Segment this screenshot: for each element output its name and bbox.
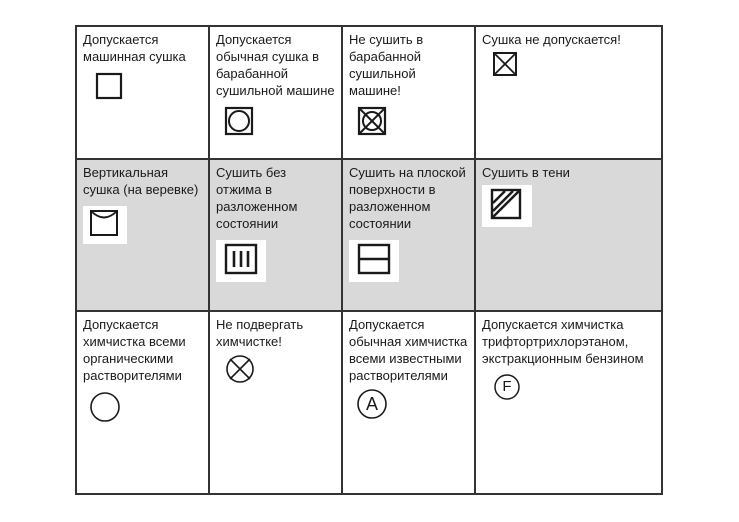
table-row: [76, 311, 662, 494]
symbol-description: Допускается обычная сушка в барабанной сушильной машине: [216, 32, 335, 98]
symbol-description: Допускается машинная сушка: [83, 32, 186, 64]
cell-no-tumble-dry: [342, 26, 475, 159]
cell-no-dry-clean: [209, 311, 342, 494]
symbol-description: Сушить без отжима в разложенном состоянии: [216, 165, 298, 231]
cell-no-drying: [475, 26, 662, 159]
table-row: [76, 26, 662, 159]
dry-clean-a-icon: [355, 388, 389, 420]
no-dry-clean-icon: [222, 352, 262, 386]
line-dry-icon: [85, 208, 125, 238]
cell-dry-in-shade: [475, 159, 662, 311]
cell-tumble-dry-normal: [209, 26, 342, 159]
no-drying-icon: [490, 50, 530, 80]
cell-drip-dry: [209, 159, 342, 311]
symbol-description: Сушка не допускается!: [482, 32, 621, 47]
table-row: [76, 159, 662, 311]
dry-flat-symbol: [349, 240, 399, 282]
cell-dry-clean: [76, 311, 209, 494]
symbol-description: Допускается химчистка трифтортрихлорэтаном, экстракционным бензином: [482, 317, 644, 366]
tumble-dry-normal-icon: [220, 105, 260, 137]
dry-in-shade-symbol: [482, 185, 532, 227]
symbol-description: Допускается обычная химчистка всеми известными растворителями: [349, 317, 468, 383]
laundry-care-symbols-table: [75, 25, 663, 495]
no-tumble-dry-icon: [353, 105, 393, 137]
dry-clean-letter: A: [365, 394, 378, 414]
dry-in-shade-icon: [484, 187, 530, 221]
symbol-description: Допускается химчистка всеми органическими растворителями: [83, 317, 186, 383]
dry-clean-icon: [87, 390, 127, 424]
symbol-description: Вертикальная сушка (на веревке): [83, 165, 199, 197]
dry-flat-icon: [351, 242, 397, 276]
cell-line-dry: [76, 159, 209, 311]
drip-dry-symbol: [216, 240, 266, 282]
symbol-description: Не сушить в барабанной сушильной машине!: [349, 32, 424, 98]
drip-dry-icon: [218, 242, 264, 276]
dry-clean-f-icon: [492, 373, 522, 401]
symbol-description: Сушить в тени: [482, 165, 570, 180]
line-dry-symbol: [83, 206, 127, 244]
cell-dry-clean-a: [342, 311, 475, 494]
cell-dry-clean-f: [475, 311, 662, 494]
symbol-description: Сушить на плоской поверхности в разложенном состоянии: [349, 165, 466, 231]
tumble-dry-allowed-icon: [93, 71, 133, 101]
symbol-description: Не подвергать химчистке!: [216, 317, 304, 349]
cell-dry-flat: [342, 159, 475, 311]
cell-tumble-dry-allowed: [76, 26, 209, 159]
dry-clean-letter: F: [502, 378, 512, 395]
